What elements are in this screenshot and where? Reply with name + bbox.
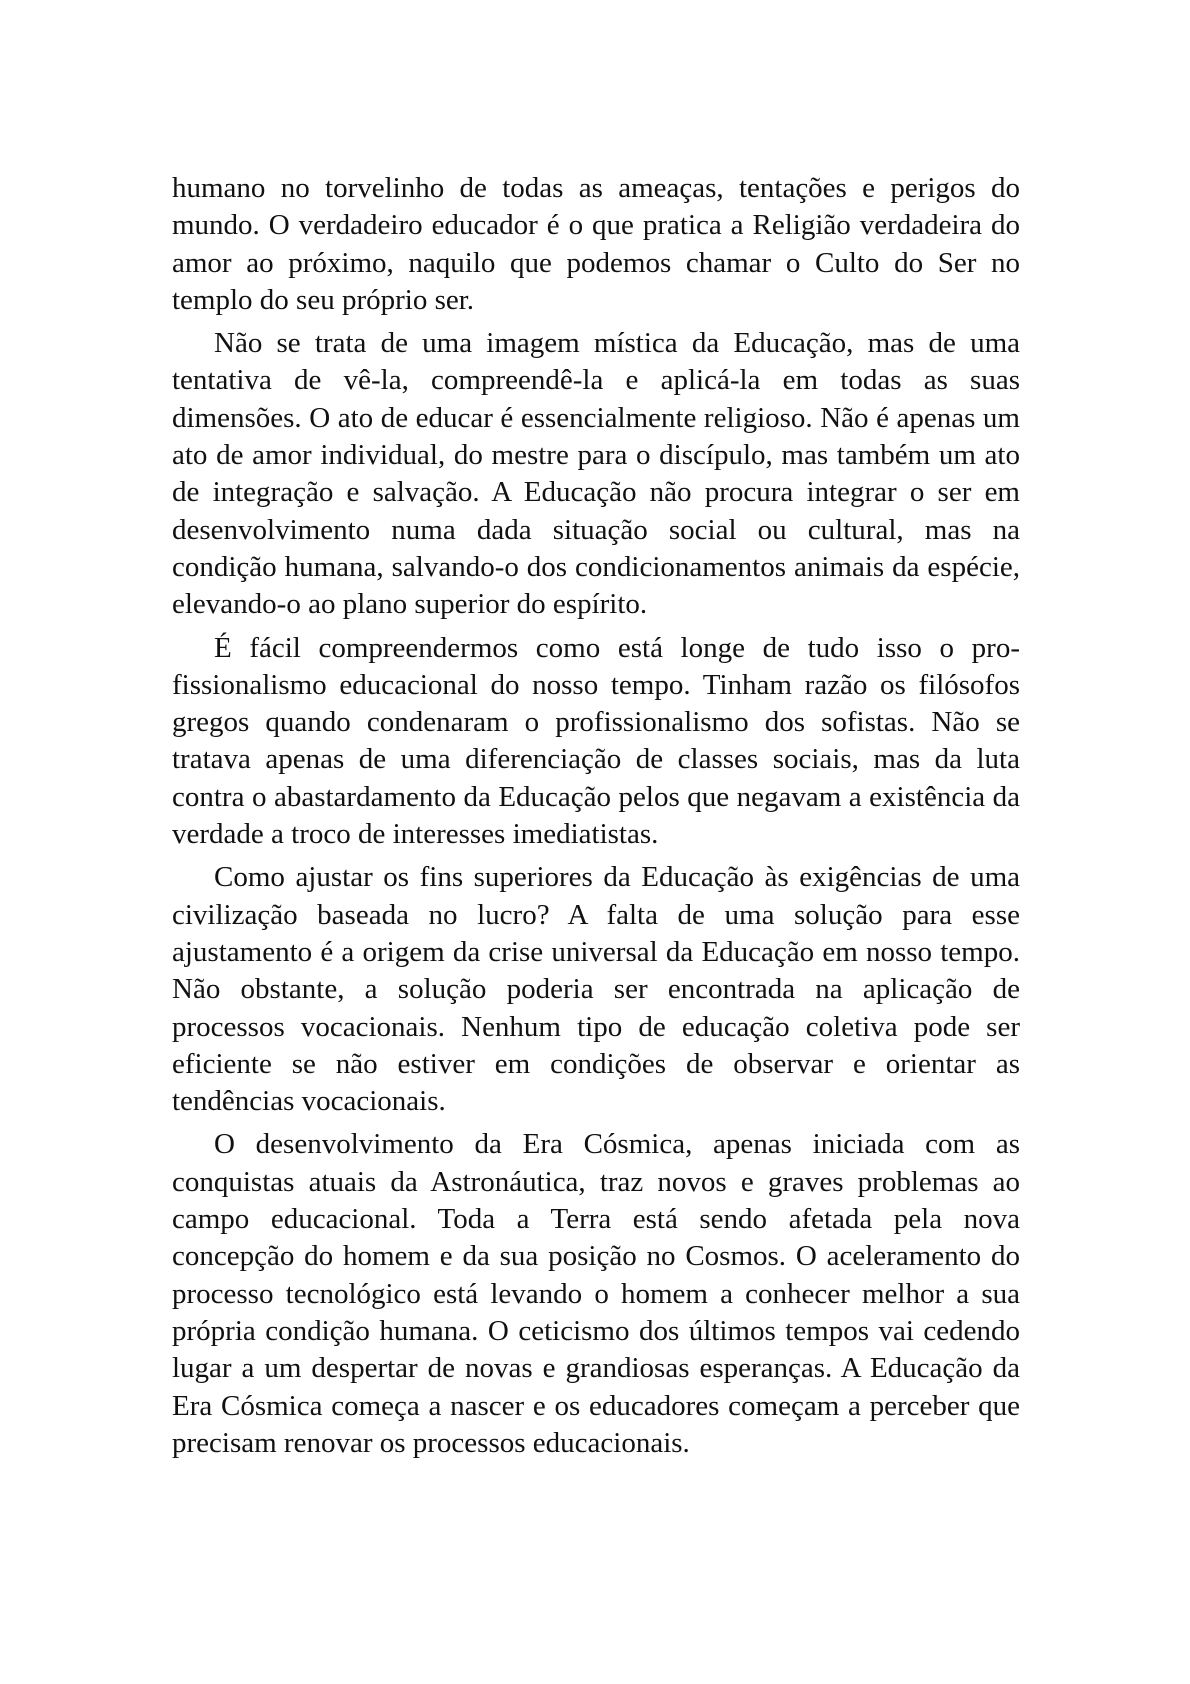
paragraph-1: humano no torvelinho de todas as ameaças, tentações e perigos do mundo. O verdadeiro educador é o que pratica a Religião verdadeira do amor ao próximo, naquilo que podemos chamar o Culto do Ser no templo do seu próprio ser.: [172, 172, 1020, 316]
paragraph-4: Como ajustar os fins superiores da Educação às exigências de uma civilização baseada no lucro? A falta de uma solução para esse ajustamento é a origem da crise universal da Educação em nosso tempo. Não obstante, a solução poderia ser encontrada na aplicação de processos vocacionais. Nenhum tipo de educação coletiva pode ser eficiente se não estiver em condições de observar e orientar as tendências vocacionais.: [172, 861, 1020, 1118]
paragraph-3: É fácil compreendermos como está longe de tudo isso o profissionalismo educacional do nosso tempo. Tinham razão os filósofos gregos quando condenaram o profissionalismo dos sofistas. Não se tratava apenas de uma diferenciação de classes sociais, mas da luta contra o abastardamento da Educação pelos que negavam a existência da verdade a troco de interesses imediatistas.: [172, 631, 1020, 851]
body-text: [172, 170, 1020, 1468]
paragraph-2: Não se trata de uma imagem mística da Educação, mas de uma tentativa de vê-la, compreendê-la e aplicá-la em todas as suas dimensões. O ato de educar é essencialmente religioso. Não é apenas um ato de amor individual, do mestre para o discípulo, mas também um ato de integração e salvação. A Educação não procura integrar o ser em desenvolvimento numa dada situação social ou cultural, mas na condição humana, salvando-o dos condicionamentos animais da espécie, elevando-o ao plano superior do espírito.: [172, 327, 1020, 621]
paragraph-5: O desenvolvimento da Era Cósmica, apenas iniciada com as conquistas atuais da Astronáutica, traz novos e graves problemas ao campo educacional. Toda a Terra está sendo afetada pela nova concepção do homem e da sua posição no Cosmos. O aceleramento do processo tecnológico está levando o homem a conhecer melhor a sua própria condição humana. O ceticismo dos últimos tempos vai cedendo lugar a um despertar de novas e grandiosas esperanças. A Educação da Era Cósmica começa a nascer e os educadores começam a perceber que precisam renovar os processos educacionais.: [172, 1128, 1020, 1459]
